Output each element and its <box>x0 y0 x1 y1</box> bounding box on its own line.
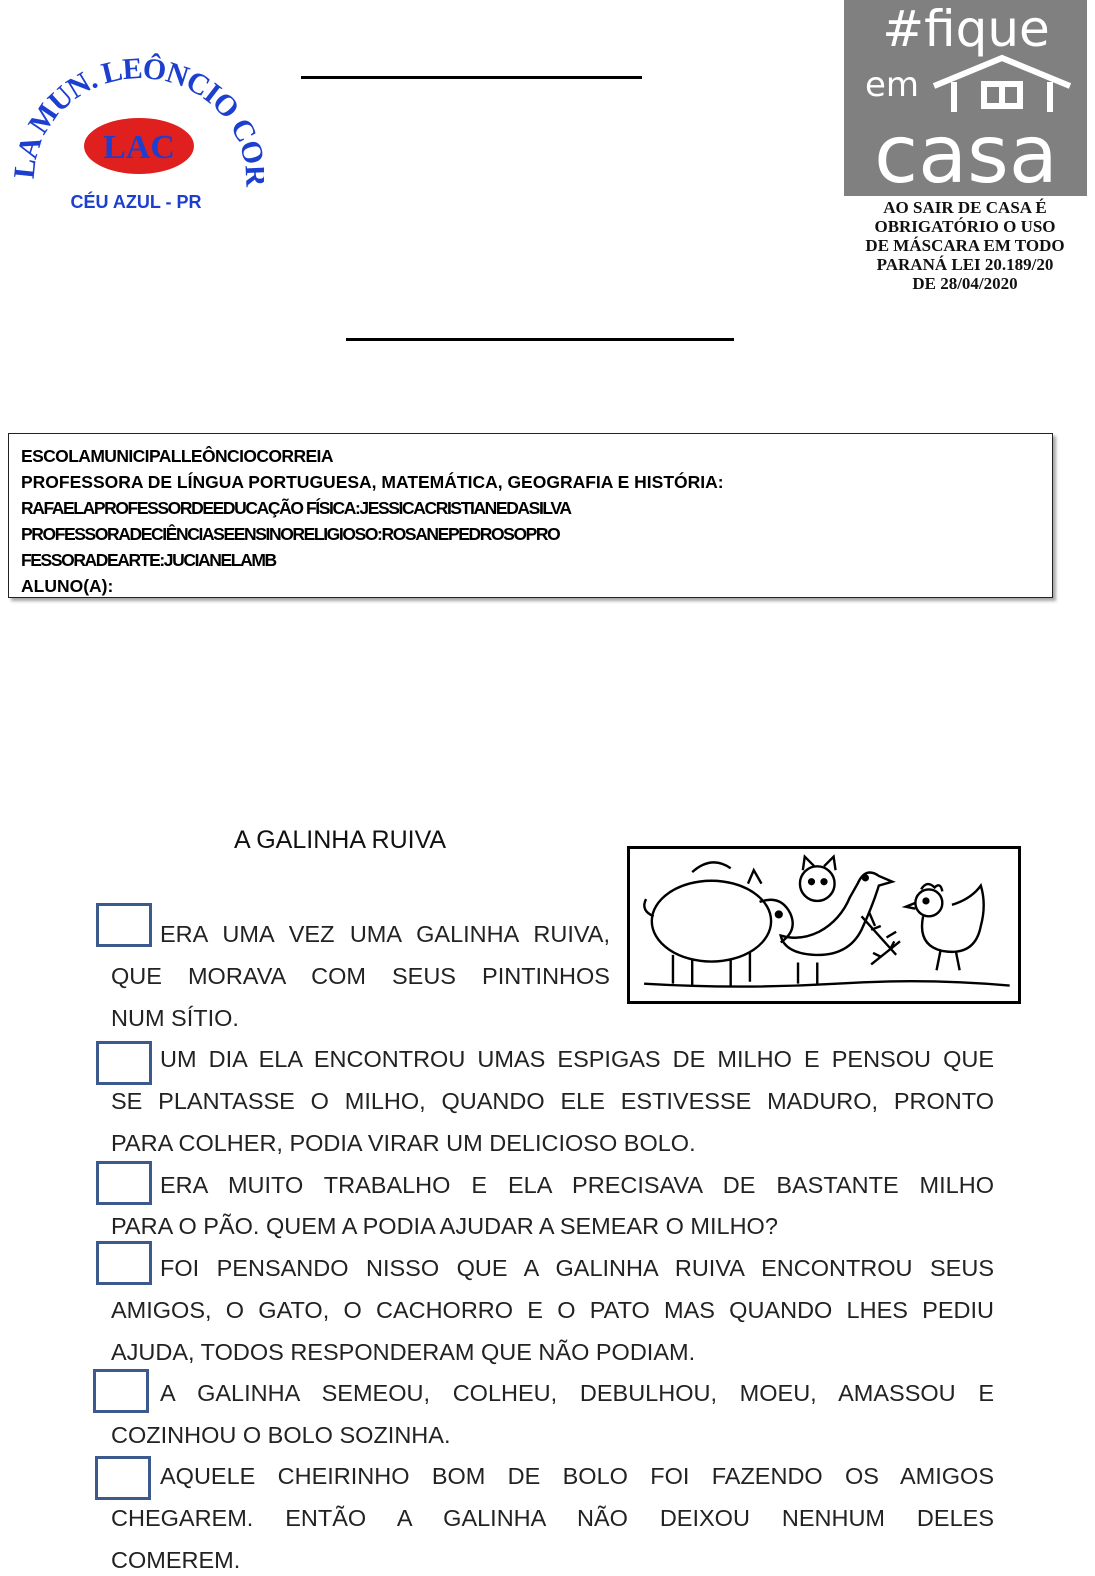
info-line-science-teacher: PROFESSORADECIÊNCIASEENSINORELIGIOSO:ROSANEPEDROSOPRO <box>21 524 560 544</box>
logo-arc-text: A MUN. LEÔNCIO C <box>14 51 263 163</box>
mask-notice-line: DE MÁSCARA EM TODO <box>865 236 1065 255</box>
fique-em-casa-graphic <box>844 0 1087 196</box>
story-line: AQUELE CHEIRINHO BOM DE BOLO FOI FAZENDO OS AMIGOS <box>160 1463 994 1489</box>
mask-notice-line: DE 28/04/2020 <box>912 274 1018 293</box>
story-line: AJUDA, TODOS RESPONDERAM QUE NÃO PODIAM. <box>111 1339 696 1365</box>
mask-notice-line: OBRIGATÓRIO O USO <box>874 217 1056 236</box>
mask-notice-line: AO SAIR DE CASA É <box>883 198 1047 217</box>
fique-em-casa-banner <box>844 0 1087 196</box>
casa-text: casa <box>874 108 1058 196</box>
story-line: A GALINHA SEMEOU, COLHEU, DEBULHOU, MOEU, AMASSOU E <box>160 1380 994 1406</box>
school-info-box <box>8 433 1053 598</box>
order-checkbox-5[interactable] <box>93 1369 149 1413</box>
order-checkbox-2[interactable] <box>96 1041 152 1085</box>
hashtag-text: #fique <box>882 0 1050 58</box>
info-line-student: ALUNO(A): <box>21 576 114 596</box>
corn-drawing <box>862 912 900 964</box>
order-checkbox-1[interactable] <box>96 903 152 947</box>
story-line: SE PLANTASSE O MILHO, QUANDO ELE ESTIVESSE MADURO, PRONTO <box>111 1088 994 1114</box>
story-line: AMIGOS, O GATO, O CACHORRO E O PATO MAS QUANDO LHES PEDIU <box>111 1297 994 1323</box>
info-line-teacher: PROFESSORA DE LÍNGUA PORTUGUESA, MATEMÁTICA, GEOGRAFIA E HISTÓRIA: <box>21 472 724 492</box>
header-line-top <box>301 76 642 79</box>
em-text: em <box>864 65 920 105</box>
info-line-pe-teacher: RAFAELAPROFESSORDEEDUCAÇÃO FÍSICA:JESSICACRISTIANEDASILVA <box>21 498 571 518</box>
mask-notice <box>836 198 1094 293</box>
school-logo-graphic <box>14 48 264 228</box>
story-line: COZINHOU O BOLO SOZINHA. <box>111 1422 451 1448</box>
logo-monogram: LAC <box>103 129 175 166</box>
story-line: ERA UMA VEZ UMA GALINHA RUIVA, <box>160 921 610 947</box>
story-title: A GALINHA RUIVA <box>234 826 447 854</box>
house-icon <box>934 58 1070 112</box>
cat-drawing <box>800 857 836 901</box>
story-line: PARA O PÃO. QUEM A PODIA AJUDAR A SEMEAR O MILHO? <box>111 1213 778 1239</box>
story-line: ERA MUITO TRABALHO E ELA PRECISAVA DE BASTANTE MILHO <box>160 1172 994 1198</box>
story-line: PARA COLHER, PODIA VIRAR UM DELICIOSO BOLO. <box>111 1130 696 1156</box>
header-line-bottom <box>346 338 734 341</box>
order-checkbox-4[interactable] <box>96 1241 152 1285</box>
story-line: FOI PENSANDO NISSO QUE A GALINHA RUIVA ENCONTROU SEUS <box>160 1255 994 1281</box>
story-line: NUM SÍTIO. <box>111 1005 239 1031</box>
order-checkbox-6[interactable] <box>95 1456 151 1500</box>
farm-animals-illustration <box>630 849 1018 1001</box>
story-line: UM DIA ELA ENCONTROU UMAS ESPIGAS DE MILHO E PENSOU QUE <box>160 1046 994 1072</box>
ground-line <box>644 981 1010 986</box>
story-line: COMEREM. <box>111 1547 241 1573</box>
hen-drawing <box>906 884 984 970</box>
pig-drawing <box>644 862 792 985</box>
info-line-art-teacher: FESSORADEARTE:JUCIANELAMB <box>21 550 276 570</box>
mask-notice-line: PARANÁ LEI 20.189/20 <box>876 255 1054 274</box>
story-line: CHEGAREM. ENTÃO A GALINHA NÃO DEIXOU NENHUM DELES <box>111 1505 994 1531</box>
info-line-school: ESCOLAMUNICIPALLEÔNCIOCORREIA <box>21 446 333 466</box>
story-line: QUE MORAVA COM SEUS PINTINHOS <box>111 963 610 989</box>
order-checkbox-3[interactable] <box>96 1161 152 1205</box>
logo-city: CÉU AZUL - PR <box>70 192 202 212</box>
school-logo <box>14 48 264 228</box>
story-illustration <box>627 846 1021 1004</box>
